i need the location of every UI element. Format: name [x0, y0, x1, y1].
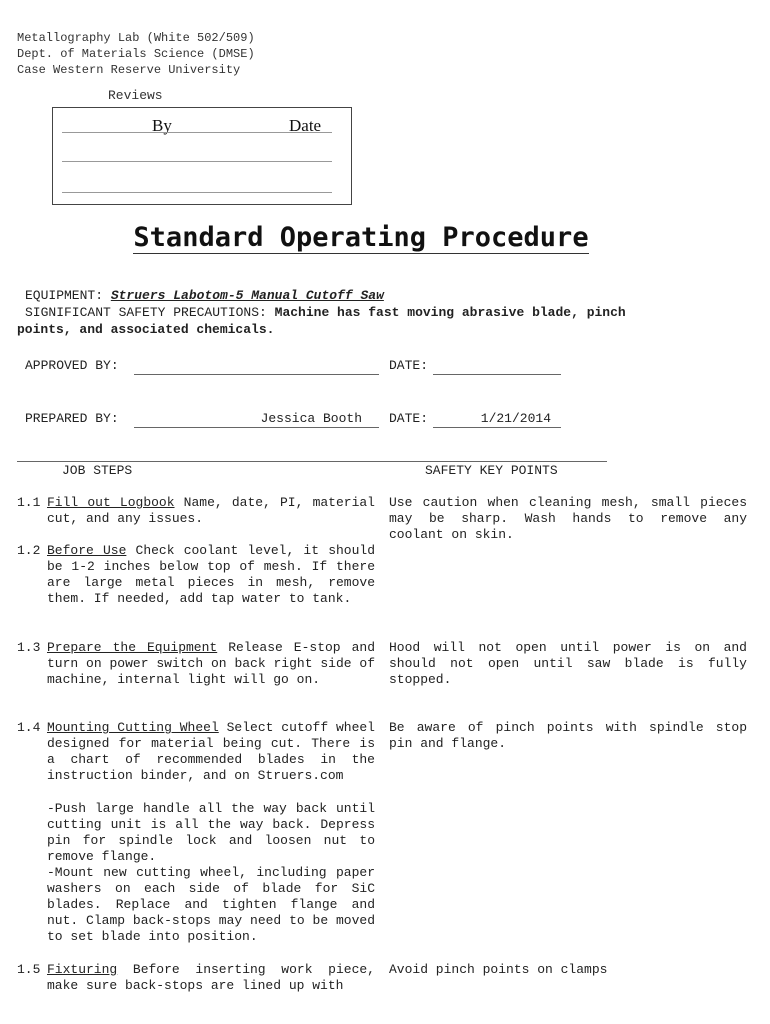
approved-date-field[interactable] — [433, 374, 561, 375]
safety-key-points-header: SAFETY KEY POINTS — [425, 463, 558, 478]
step-safety-note: Avoid pinch points on clamps — [389, 962, 608, 977]
step-number: 1.5 — [17, 962, 41, 977]
prepared-by-value: Jessica Booth — [260, 411, 362, 426]
equipment-label: EQUIPMENT: — [25, 288, 111, 303]
approved-by-label: APPROVED BY: — [25, 358, 119, 373]
reviews-by-header: By — [152, 116, 172, 135]
reviews-signature-line[interactable] — [62, 161, 332, 162]
reviews-box — [52, 107, 352, 205]
step-safety-note: Hood will not open until power is on and should not open until saw blade is fully stopped. — [389, 640, 747, 687]
step-title: Prepare the Equipment — [47, 640, 218, 655]
step-text: -Mount new cutting wheel, including paper washers on each side of blade for SiC blades. Replace and tighten flange and nut. Clamp back-stops may need to be moved to set blade into position. — [47, 865, 375, 944]
equipment-row — [25, 288, 384, 303]
equipment-value: Struers Labotom-5 Manual Cutoff Saw — [110, 288, 384, 303]
prepared-by-label: PREPARED BY: — [25, 411, 119, 426]
section-divider — [17, 461, 607, 462]
prepared-by-field[interactable] — [134, 427, 379, 428]
step-title: Mounting Cutting Wheel — [47, 720, 219, 735]
step-title: Before Use — [47, 543, 127, 558]
approved-by-field[interactable] — [134, 374, 379, 375]
safety-precautions-value: Machine has fast moving abrasive blade, pinch — [274, 305, 626, 320]
step-number: 1.4 — [17, 720, 41, 735]
safety-precautions-row — [25, 305, 626, 320]
safety-precautions-value-cont: points, and associated chemicals. — [17, 322, 275, 337]
step-text: Mounting Cutting Wheel Select cutoff wheel designed for material being cut. There is a chart of recommended blades in the instruction binder, and on Struers.com — [47, 720, 375, 783]
step-text: Fixturing Before inserting work piece, make sure back-stops are lined up with — [47, 962, 375, 993]
reviews-date-header: Date — [289, 116, 322, 135]
reviews-label: Reviews — [108, 88, 163, 103]
university-name: Case Western Reserve University — [17, 63, 241, 77]
department-name: Dept. of Materials Science (DMSE) — [17, 47, 255, 61]
step-title: Fixturing — [47, 962, 118, 977]
step-safety-note: Use caution when cleaning mesh, small pieces may be sharp. Wash hands to remove any coolant on skin. — [389, 495, 747, 542]
prepared-date-field[interactable] — [433, 427, 561, 428]
step-number: 1.3 — [17, 640, 41, 655]
page-title: Standard Operating Procedure — [133, 222, 589, 253]
reviews-signature-line[interactable] — [62, 192, 332, 193]
step-text: Before Use Check coolant level, it should be 1-2 inches below top of mesh. If there are large metal pieces in mesh, remove them. If needed, add tap water to tank. — [47, 543, 375, 606]
step-safety-note: Be aware of pinch points with spindle stop pin and flange. — [389, 720, 747, 751]
step-number: 1.2 — [17, 543, 41, 558]
step-text: Fill out Logbook Name, date, PI, material cut, and any issues. — [47, 495, 375, 526]
step-number: 1.1 — [17, 495, 41, 510]
job-steps-header: JOB STEPS — [62, 463, 133, 478]
safety-precautions-label: SIGNIFICANT SAFETY PRECAUTIONS: — [25, 305, 275, 320]
lab-name: Metallography Lab (White 502/509) — [17, 31, 255, 45]
approved-date-label: DATE: — [389, 358, 429, 373]
step-title: Fill out Logbook — [47, 495, 175, 510]
step-text: -Push large handle all the way back until cutting unit is all the way back. Depress pin for spindle lock and loosen nut to remove flange. — [47, 801, 375, 864]
step-text: Prepare the Equipment Release E-stop and turn on power switch on back right side of machine, internal light will go on. — [47, 640, 375, 687]
reviews-header-line — [62, 132, 332, 133]
prepared-date-label: DATE: — [389, 411, 429, 426]
prepared-date-value: 1/21/2014 — [480, 411, 551, 426]
